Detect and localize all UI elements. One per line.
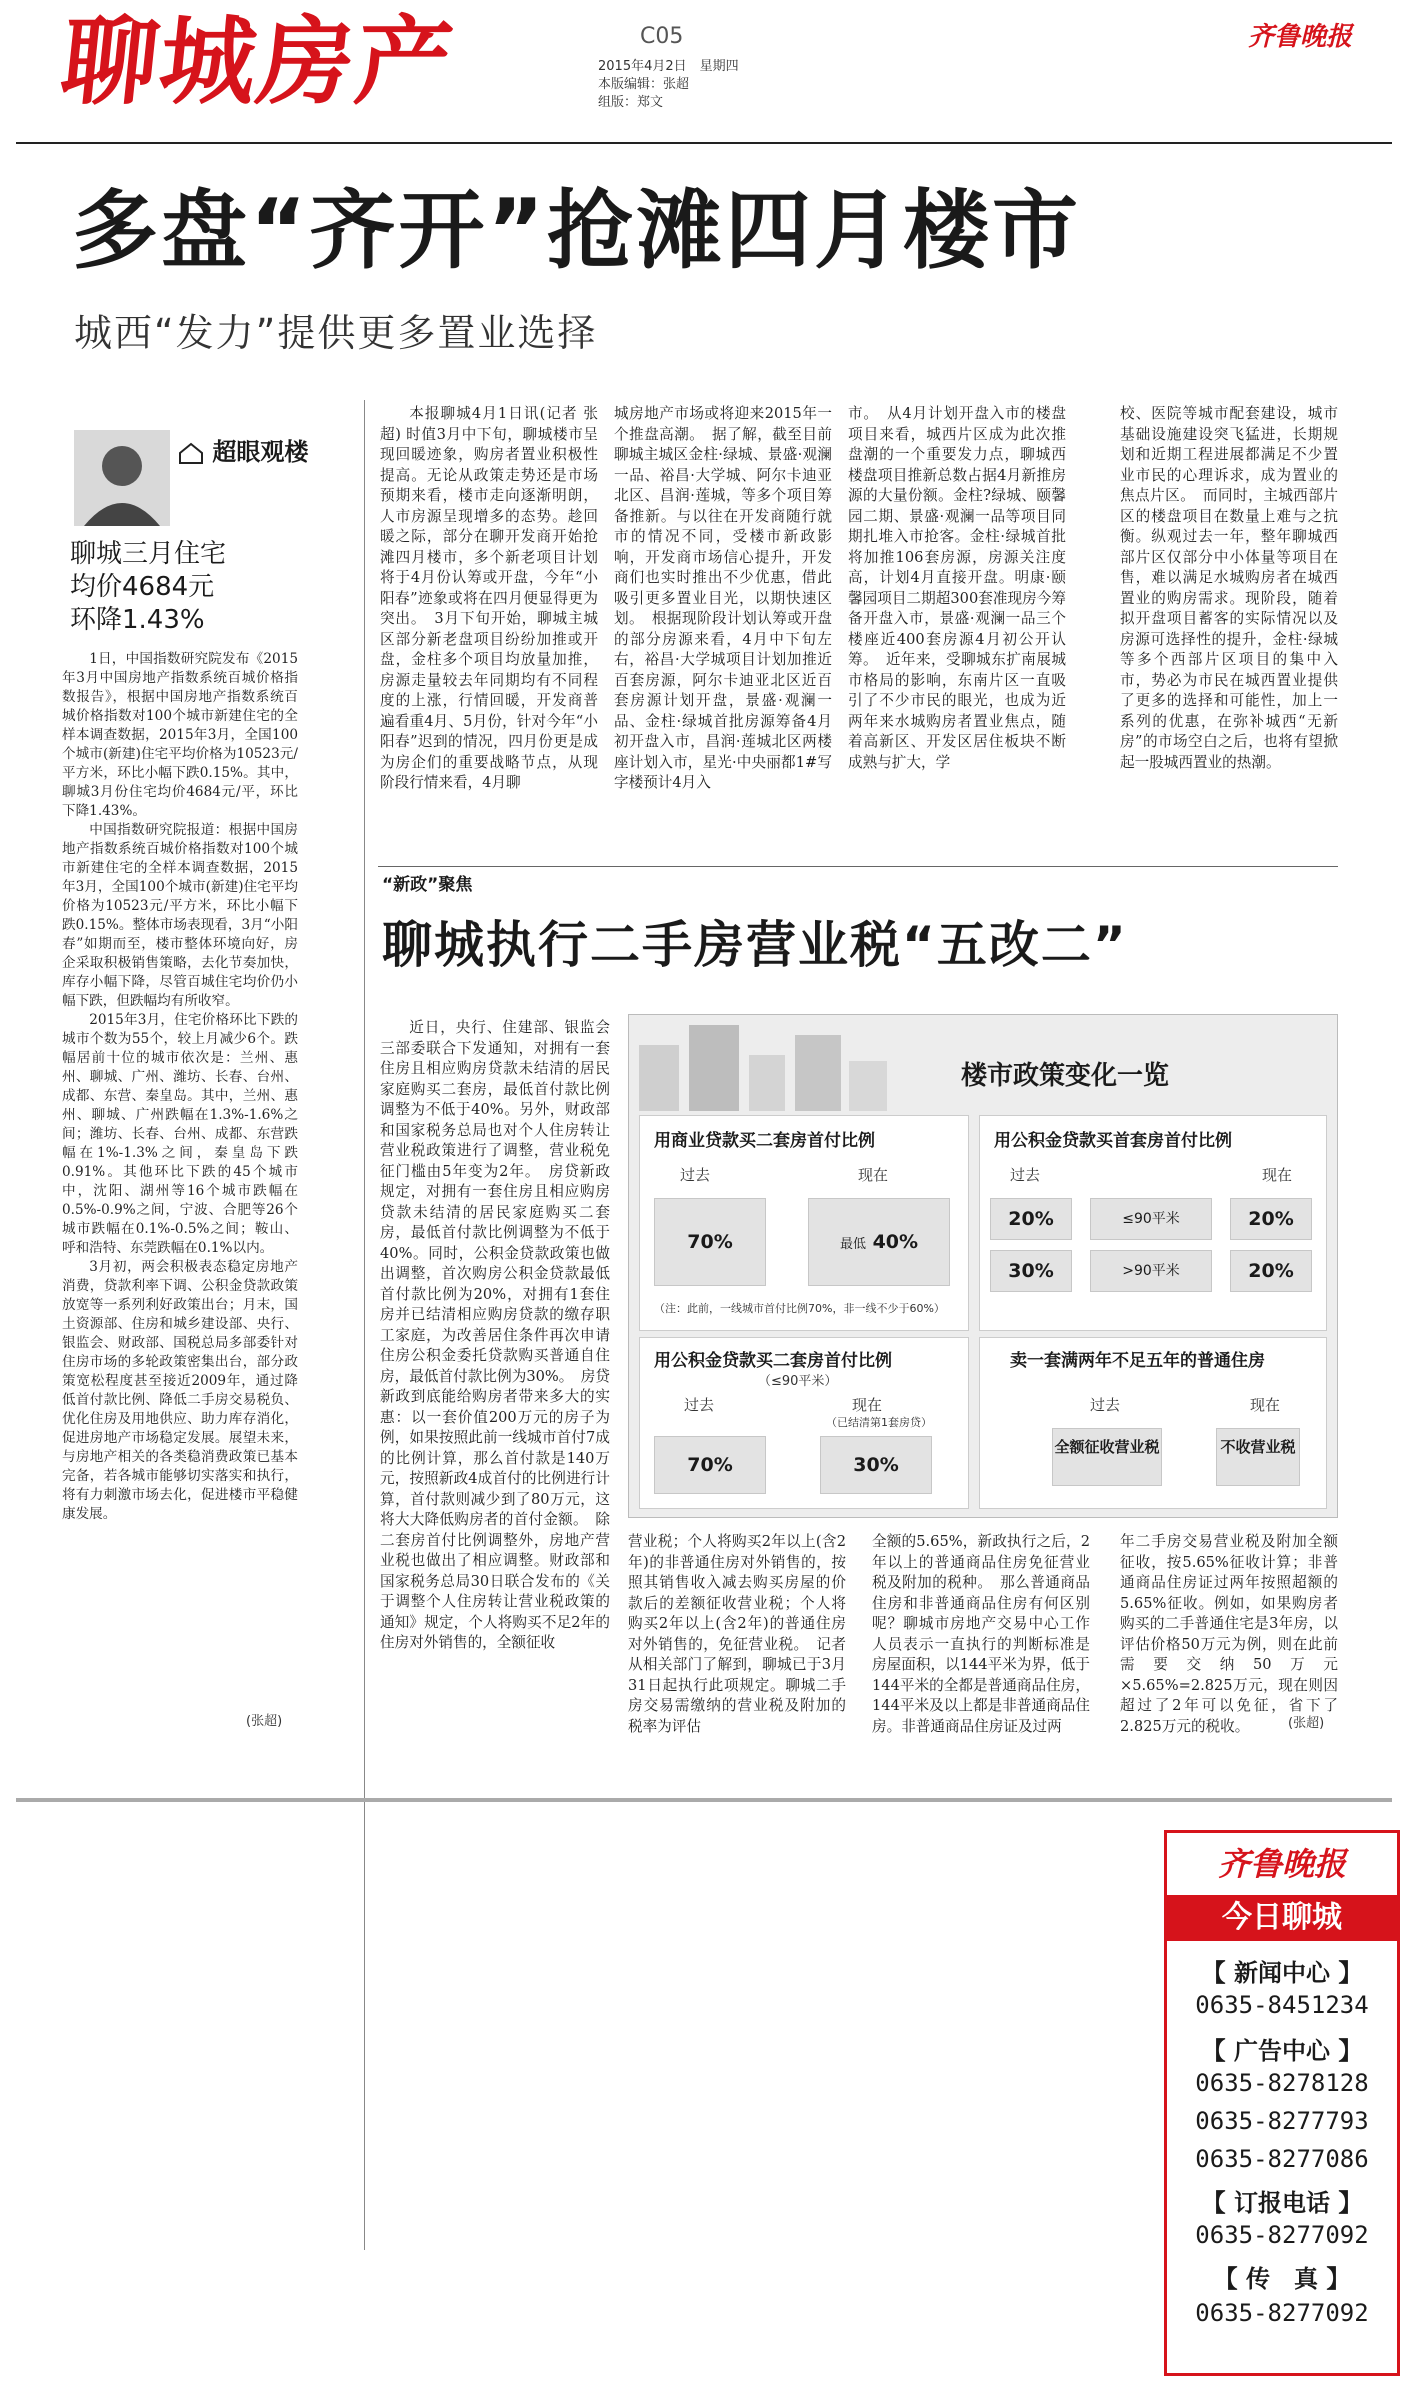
now-percent: 40% — [872, 1231, 919, 1253]
main-headline: 多盘“齐开”抢滩四月楼市 — [72, 181, 1082, 281]
now-value: 不收营业税 — [1216, 1428, 1300, 1486]
before-label: 过去 — [1090, 1396, 1121, 1414]
contact-phone: 0635-8277793 — [1195, 2107, 1369, 2135]
panel-subtitle: （≤90平米） — [758, 1374, 838, 1389]
paragraph: 中国指数研究院报道：根据中国房地产指数系统百城价格指数对100个城市新建住宅的全样本调查数据，2015年3月，全国100个城市(新建)住宅平均价格为10523元/平方米，环比小幅下跌0.15%。整体市场表现看，3月“小阳春”如期而至，楼市整体环境向好，房企采取积极销售策略，去化节奏加快，库存小幅下降，尽管百城住宅均价仍小幅下跌，但跌幅均有所收窄。 — [62, 822, 298, 1009]
section-tag: “新政”聚焦 — [382, 875, 473, 895]
before-value: 30% — [990, 1250, 1072, 1292]
contact-phone: 0635-8451234 — [1195, 1991, 1369, 2019]
article-column — [872, 1532, 1090, 2232]
columnist-avatar — [74, 430, 170, 526]
article-column — [628, 1532, 846, 2232]
before-label: 过去 — [1010, 1166, 1041, 1184]
header-rule — [16, 142, 1392, 144]
footer-logo: 齐鲁晚报 — [1217, 1845, 1346, 1883]
main-subhead: 城西“发力”提供更多置业选择 — [74, 311, 598, 355]
buildings-icon — [629, 1015, 949, 1111]
contact-label: 【 广告中心 】 — [1201, 2037, 1363, 2065]
column-name-badge — [178, 432, 308, 467]
column-title-line: 均价4684元 — [70, 572, 215, 602]
panel-title: 用商业贷款买二套房首付比例 — [654, 1131, 875, 1151]
resale-tax-panel — [979, 1337, 1327, 1509]
before-label: 过去 — [684, 1396, 715, 1414]
column-name: 超眼观楼 — [212, 438, 309, 466]
contact-phone: 0635-8277092 — [1195, 2221, 1369, 2249]
paragraph: 近日，央行、住建部、银监会三部委联合下发通知，对拥有一套住房且相应购房贷款未结清的居民家庭购买二套房，最低首付款比例调整为不低于40%。另外，财政部和国家税务总局也对个人住房转让营业税政策进行了调整，营业税免征门槛由5年变为2年。 房贷新政规定，对拥有一套住房且相应购房贷款未结清的居民家庭购买二套房，最低首付款比例调整为不低于40%。同时，公积金贷款政策也做出调整，首次购房公积金贷款最低首付款比例为20%，对拥有1套住房并已结清相应购房贷款的缴存职工家庭，为改善居住条件再次申请住房公积金委托贷款购买普通自住房，最低首付款比例为30%。 房贷新政到底能给购房者带来多大的实惠：以一套价值200万元的房子为例，如果按照此前一线城市首付7成的比例计算，那么首付款是140万元，按照新政4成首付的比例进行计算，首付款则减少到了80万元，这将大大降低购房者的首付金额。 除二套房首付比例调整外，房地产营业税也做出了相应调整。财政部和国家税务总局30日联合发布的《关于调整个人住房转让营业税政策的通知》规定，个人将购买不足2年的住房对外销售的，全额征收 — [380, 1019, 610, 1651]
paragraph: 3月初，两会积极表态稳定房地产消费，贷款利率下调、公积金贷款政策放宽等一系列利好政策出台；月末，国土资源部、住房和城乡建设部、央行、银监会、财政部、国税总局多部委针对住房市场的多轮政策密集出台，部分政策宽松程度甚至接近2009年，通过降低首付款比例、降低二手房交易税负、优化住房及用地供应、助力库存消化，促进房地产市场稳定发展。展望未来，与房地产相关的各类稳消费政策已基本完备，若各城市能够切实落实和执行，将有力刺激市场去化，促进楼市平稳健康发展。 — [62, 1259, 298, 1522]
column-title — [70, 538, 226, 637]
now-label: 现在 — [1250, 1396, 1281, 1414]
article-column — [614, 404, 832, 859]
column-body — [62, 650, 298, 1705]
paragraph: 全额的5.65%，新政执行之后，2年以上的普通商品住房免征营业税及附加的税种。 那么普通商品住房和非普通商品住房有何区别呢？聊城市房地产交易中心工作人员表示一直执行的判断标准是房屋面积，以144平米为界，低于144平米的全都是普通商品住房，144平米及以上都是非普通商品住房。非普通商品住房证及过两 — [872, 1533, 1090, 1735]
fund-first-panel — [979, 1115, 1327, 1331]
contact-phone: 0635-8278128 — [1195, 2069, 1369, 2097]
article-column — [1120, 404, 1338, 859]
now-value: 20% — [1230, 1198, 1312, 1240]
policy-infobox — [628, 1014, 1338, 1518]
paragraph: 本报聊城4月1日讯(记者 张超) 时值3月中下旬，聊城楼市呈现回暖迹象，购房者置业积极性提高。无论从政策走势还是市场预期来看，楼市走向逐渐明朗，人市房源呈现增多的态势。趁回暖之际，部分在聊开发商开始抢滩四月楼市，多个新老项目计划将于4月份认筹或开盘，今年“小阳春”迹象或将在四月便显得更为突出。 3月下旬开始，聊城主城区部分新老盘项目纷纷加推或开盘，金柱多个项目均放量加推，房源走量较去年同期均有不同程度的上涨，行情回暖，开发商普遍看重4月、5月份，针对今年“小阳春”迟到的情况，四月份更是成为房企们的重要战略节点，从现阶段行情来看，4月聊 — [380, 405, 598, 791]
house-icon — [178, 442, 204, 464]
contact-phone: 0635-8277092 — [1195, 2299, 1369, 2327]
editor-credit: 本版编辑：张超 — [598, 77, 690, 92]
newspaper-logo: 齐鲁晚报 — [1248, 22, 1353, 52]
section-rule — [378, 866, 1338, 867]
column-title-line: 聊城三月住宅 — [70, 539, 227, 569]
now-label: 现在 — [858, 1166, 889, 1184]
byline: (张超) — [246, 1714, 283, 1729]
paragraph: 2015年3月，住宅价格环比下跌的城市个数为55个，较上月减少6个。跌幅居前十位的城市依次是：兰州、惠州、聊城、广州、潍坊、长春、台州、成都、东营、秦皇岛。其中，兰州、惠州、聊城、广州跌幅在1.3%-1.6%之间；潍坊、长春、台州、成都、东营跌幅在1%-1.3%之间，秦皇岛下跌0.91%。其他环比下跌的45个城市中，沈阳、湖州等16个城市跌幅在0.5%-0.9%之间，宁波、合肥等26个城市跌幅在0.1%-0.5%之间；鞍山、呼和浩特、东莞跌幅在0.1%以内。 — [62, 1012, 298, 1256]
article-column — [380, 1018, 610, 2228]
layout-credit: 组版：郑文 — [598, 95, 664, 110]
issue-meta — [598, 58, 739, 112]
now-label: 现在 — [852, 1396, 883, 1414]
paragraph: 营业税；个人将购买2年以上(含2年)的非普通住房对外销售的，按照其销售收入减去购买房屋的价款后的差额征收营业税；个人将购买2年以上(含2年)的普通住房对外销售的，免征营业税。 记者从相关部门了解到，聊城已于3月31日起执行此项规定。聊城二手房交易需缴纳的营业税及附加的税率为评估 — [628, 1533, 846, 1735]
panel-title: 卖一套满两年不足五年的普通住房 — [1010, 1351, 1265, 1371]
infobox-title: 楼市政策变化一览 — [961, 1061, 1170, 1091]
condition: ≤90平米 — [1090, 1198, 1212, 1240]
contact-label: 【 传 真 】 — [1213, 2265, 1351, 2293]
fund-second-panel — [639, 1337, 969, 1509]
paragraph: 市。 从4月计划开盘入市的楼盘项目来看，城西片区成为此次推盘潮的一个重要发力点，聊城西楼盘项目推新总数占据4月新推房源的大量份额。金柱?绿城、颐馨园二期、景盛·观澜一品等项目同期扎堆入市抢客。金柱·绿城首批将加推106套房源，房源关注度高，计划4月直接开盘。明康·颐馨园项目二期超300套准现房今筹备开盘入市，景盛·观澜一品三个楼座近400套房源4月初公开认筹。 近年来，受聊城东扩南展城市格局的影响，东南片区一直吸引了不少市民的眼光，也成为近两年来水城购房者置业焦点，随着高新区、开发区居住板块不断成熟与扩大，学 — [848, 405, 1066, 771]
condition: >90平米 — [1090, 1250, 1212, 1292]
contact-label: 【 订报电话 】 — [1201, 2189, 1363, 2217]
now-note: （已结清第1套房贷） — [826, 1416, 932, 1429]
paragraph: 年二手房交易营业税及附加全额征收，按5.65%征收计算；非普通商品住房证过两年按照超额的5.65%征收。例如，如果购房者购买的二手普通住宅是3年房，以评估价格50万元为例，则在此前需要交纳50万元×5.65%=2.825万元，现在则因超过了2年可以免征，省下了2.825万元的税收。 — [1120, 1533, 1338, 1735]
before-value: 70% — [654, 1436, 766, 1494]
paragraph: 1日，中国指数研究院发布《2015年3月中国房地产指数系统百城价格指数报告》，根据中国房地产指数系统百城价格指数对100个城市新建住宅的全样本调查数据，2015年3月，全国100个城市(新建)住宅平均价格为10523元/平方米，环比小幅下跌0.15%。其中，聊城3月份住宅均价4684元/平，环比下降1.43%。 — [62, 651, 298, 819]
before-value: 70% — [654, 1198, 766, 1286]
masthead: 聊城房产 — [56, 6, 460, 118]
paragraph: 城房地产市场或将迎来2015年一个推盘高潮。 据了解，截至目前聊城主城区金柱·绿城、景盛·观澜一品、裕昌·大学城、阿尔卡迪亚北区、昌润·莲城，等多个项目筹备推新。与以往在开发商随行就市的情况不同，受楼市新政影响，开发商市场信心提升，开发商们也实时推出不少优惠，借此吸引更多置业目光，以期快速区划。 根据现阶段计划认筹或开盘的部分房源来看，4月中下旬左右，裕昌·大学城项目计划加推近百套房源，阿尔卡迪亚北区近百套房源计划开盘，景盛·观澜一品、金柱·绿城首批房源筹备4月初开盘入市，昌润·莲城北区两楼座计划入市，星光·中央丽都1#写字楼预计4月入 — [614, 405, 832, 791]
now-prefix: 最低 — [839, 1237, 866, 1252]
now-value — [808, 1198, 950, 1286]
article-column — [848, 404, 1066, 859]
bottom-rule — [16, 1798, 1392, 1802]
issue-date: 2015年4月2日 星期四 — [598, 59, 739, 74]
panel-note: （注：此前，一线城市首付比例70%，非一线不少于60%） — [654, 1302, 945, 1315]
now-value: 30% — [820, 1436, 932, 1494]
person-icon — [74, 430, 170, 526]
second-headline: 聊城执行二手房营业税“五改二” — [382, 916, 1128, 974]
byline: (张超) — [1288, 1716, 1325, 1731]
before-label: 过去 — [680, 1166, 711, 1184]
contact-label: 【 新闻中心 】 — [1201, 1959, 1363, 1987]
contact-phone: 0635-8277086 — [1195, 2145, 1369, 2173]
commercial-loan-panel — [639, 1115, 969, 1331]
column-title-line: 环降1.43% — [70, 605, 205, 635]
panel-title: 用公积金贷款买二套房首付比例 — [654, 1351, 892, 1371]
page-code: C05 — [640, 24, 684, 49]
panel-title: 用公积金贷款买首套房首付比例 — [994, 1131, 1232, 1151]
before-value: 全额征收营业税 — [1052, 1428, 1162, 1486]
column-divider — [364, 400, 365, 2250]
contact-box — [1164, 1830, 1400, 2376]
edition-banner: 今日聊城 — [1167, 1895, 1397, 1941]
article-column — [380, 404, 598, 859]
paragraph: 校、医院等城市配套建设，城市基础设施建设突飞猛进，长期规划和近期工程进展都满足不少置业市民的心理诉求，成为置业的焦点片区。 而同时，主城西部片区的楼盘项目在数量上难与之抗衡。纵观过去一年，整年聊城西部片区仅部分中小体量等项目在售，难以满足水城购房者在城西置业的购房需求。现阶段，随着拟开盘项目蓄客的实际情况以及房源可选择性的提升，金柱·绿城等多个西部片区项目的集中入市，势必为市民在城西置业提供了更多的选择和可能性，加上一系列的优惠，在弥补城西“无新房”的市场空白之后，也将有望掀起一股城西置业的热潮。 — [1120, 405, 1338, 771]
before-value: 20% — [990, 1198, 1072, 1240]
now-value: 20% — [1230, 1250, 1312, 1292]
now-label: 现在 — [1262, 1166, 1293, 1184]
